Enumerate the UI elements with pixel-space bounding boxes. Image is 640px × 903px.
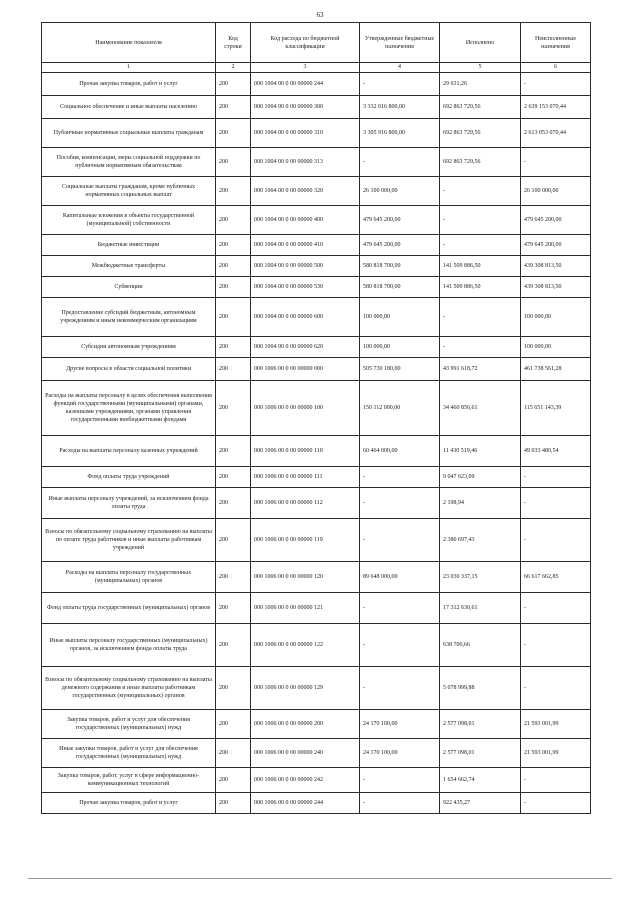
table-row [42, 358, 591, 381]
row-approved: - [360, 148, 440, 177]
row-approved: - [360, 593, 440, 624]
column-number: 4 [360, 63, 440, 73]
row-kbk: 000 1006 00 0 00 00000 200 [251, 710, 360, 739]
row-code: 200 [216, 119, 251, 148]
row-name: Пособия, компенсации, меры социальной поддержки по публичным нормативным обязательствам [42, 148, 216, 177]
row-executed: 5 078 999,88 [440, 667, 521, 710]
row-unexecuted: 461 738 561,28 [521, 358, 591, 381]
table-row [42, 768, 591, 793]
row-name: Иные выплаты персоналу учреждений, за исключением фонда оплаты труда [42, 488, 216, 519]
row-approved: 150 112 000,00 [360, 381, 440, 436]
column-number: 3 [251, 63, 360, 73]
row-kbk: 000 1006 00 0 00 00000 112 [251, 488, 360, 519]
row-approved: - [360, 667, 440, 710]
bottom-rule [28, 878, 612, 879]
row-kbk: 000 1004 00 0 00 00000 400 [251, 206, 360, 235]
table-row [42, 562, 591, 593]
row-executed: 141 509 886,50 [440, 256, 521, 277]
row-unexecuted: 26 100 000,00 [521, 177, 591, 206]
row-executed: 2 198,94 [440, 488, 521, 519]
row-name: Закупка товаров, работ и услуг для обеспечения государственных (муниципальных) нужд [42, 710, 216, 739]
row-unexecuted: 21 593 001,99 [521, 739, 591, 768]
row-code: 200 [216, 768, 251, 793]
row-kbk: 000 1004 00 0 00 00000 320 [251, 177, 360, 206]
row-executed: 29 631,26 [440, 73, 521, 96]
row-approved: 580 818 700,00 [360, 277, 440, 298]
row-approved: 3 305 916 800,00 [360, 119, 440, 148]
table-row [42, 298, 591, 337]
row-executed: - [440, 337, 521, 358]
row-kbk: 000 1006 00 0 00 00000 122 [251, 624, 360, 667]
row-name: Социальное обеспечение и иные выплаты населению [42, 96, 216, 119]
row-executed: 922 435,27 [440, 793, 521, 814]
row-approved: 26 100 000,00 [360, 177, 440, 206]
row-kbk: 000 1004 00 0 00 00000 244 [251, 73, 360, 96]
row-kbk: 000 1006 00 0 00 00000 119 [251, 519, 360, 562]
row-unexecuted: 100 000,00 [521, 337, 591, 358]
row-code: 200 [216, 256, 251, 277]
row-unexecuted: 2 613 053 070,44 [521, 119, 591, 148]
row-approved: 60 464 000,00 [360, 436, 440, 467]
table-row [42, 667, 591, 710]
row-approved: 100 000,00 [360, 337, 440, 358]
row-executed: 2 380 697,43 [440, 519, 521, 562]
row-approved: - [360, 488, 440, 519]
row-kbk: 000 1006 00 0 00 00000 129 [251, 667, 360, 710]
table-row [42, 381, 591, 436]
table-row [42, 235, 591, 256]
table-body [42, 63, 591, 814]
row-name: Взносы по обязательному социальному страхованию на выплаты денежного содержания и иные выплаты работникам государственных (муниципальных) органов [42, 667, 216, 710]
row-unexecuted: - [521, 148, 591, 177]
row-unexecuted: 100 000,00 [521, 298, 591, 337]
row-approved: 24 170 100,00 [360, 739, 440, 768]
row-name: Иные выплаты персоналу государственных (муниципальных) органов, за исключением фонда оплаты труда [42, 624, 216, 667]
header-kbk: Код расхода по бюджетной классификации [251, 23, 360, 63]
row-executed: 17 312 630,61 [440, 593, 521, 624]
row-code: 200 [216, 467, 251, 488]
row-kbk: 000 1004 00 0 00 00000 530 [251, 277, 360, 298]
row-name: Иные закупки товаров, работ и услуг для обеспечения государственных (муниципальных) нужд [42, 739, 216, 768]
row-name: Фонд оплаты труда государственных (муниципальных) органов [42, 593, 216, 624]
row-approved: - [360, 467, 440, 488]
row-executed: 2 577 098,01 [440, 710, 521, 739]
row-kbk: 000 1004 00 0 00 00000 310 [251, 119, 360, 148]
column-number: 6 [521, 63, 591, 73]
row-unexecuted: 479 645 200,00 [521, 235, 591, 256]
header-name: Наименование показателя [42, 23, 216, 63]
row-unexecuted: 479 645 200,00 [521, 206, 591, 235]
row-approved: - [360, 73, 440, 96]
row-code: 200 [216, 235, 251, 256]
row-code: 200 [216, 298, 251, 337]
column-number: 5 [440, 63, 521, 73]
row-executed: 43 991 618,72 [440, 358, 521, 381]
row-code: 200 [216, 793, 251, 814]
row-executed: 692 863 729,56 [440, 148, 521, 177]
table-row [42, 119, 591, 148]
header-unexecuted: Неисполненные назначения [521, 23, 591, 63]
row-approved: - [360, 793, 440, 814]
row-kbk: 000 1006 00 0 00 00000 100 [251, 381, 360, 436]
table-row [42, 436, 591, 467]
row-code: 200 [216, 277, 251, 298]
table-header-row [42, 23, 591, 63]
row-kbk: 000 1004 00 0 00 00000 620 [251, 337, 360, 358]
row-unexecuted: - [521, 519, 591, 562]
row-executed: - [440, 177, 521, 206]
row-approved: 100 000,00 [360, 298, 440, 337]
row-approved: 3 332 016 800,00 [360, 96, 440, 119]
row-name: Расходы на выплаты персоналу в целях обеспечения выполнения функций государственными (муниципальными) органами, казенными учреждениями, органами управления государственными внебюджетными фондами [42, 381, 216, 436]
row-approved: - [360, 519, 440, 562]
table-row [42, 593, 591, 624]
row-executed: 9 047 623,09 [440, 467, 521, 488]
row-unexecuted: 21 593 001,99 [521, 710, 591, 739]
row-approved: 24 170 100,00 [360, 710, 440, 739]
row-name: Прочая закупка товаров, работ и услуг [42, 793, 216, 814]
row-executed: - [440, 298, 521, 337]
row-executed: 141 509 886,50 [440, 277, 521, 298]
table-row [42, 519, 591, 562]
row-executed: 1 654 662,74 [440, 768, 521, 793]
budget-execution-table [41, 22, 591, 814]
row-code: 200 [216, 206, 251, 235]
row-approved: 89 648 000,00 [360, 562, 440, 593]
row-executed: 2 577 098,01 [440, 739, 521, 768]
page-number: 63 [316, 11, 324, 19]
row-unexecuted: 2 639 153 070,44 [521, 96, 591, 119]
table-row [42, 73, 591, 96]
row-name: Капитальные вложения в объекты государственной (муниципальной) собственности [42, 206, 216, 235]
row-unexecuted: - [521, 488, 591, 519]
row-name: Публичные нормативные социальные выплаты гражданам [42, 119, 216, 148]
row-kbk: 000 1006 00 0 00 00000 120 [251, 562, 360, 593]
row-unexecuted: - [521, 768, 591, 793]
table-row [42, 256, 591, 277]
row-name: Межбюджетные трансферты [42, 256, 216, 277]
row-name: Предоставление субсидий бюджетным, автономным учреждениям и иным некоммерческим организациям [42, 298, 216, 337]
row-code: 200 [216, 710, 251, 739]
row-executed: 34 460 856,61 [440, 381, 521, 436]
row-unexecuted: 115 651 143,39 [521, 381, 591, 436]
row-unexecuted: 439 308 813,50 [521, 277, 591, 298]
row-kbk: 000 1006 00 0 00 00000 121 [251, 593, 360, 624]
row-unexecuted: - [521, 624, 591, 667]
column-number-row [42, 63, 591, 73]
row-unexecuted: 66 617 662,85 [521, 562, 591, 593]
row-code: 200 [216, 519, 251, 562]
row-kbk: 000 1006 00 0 00 00000 240 [251, 739, 360, 768]
row-approved: 479 645 200,00 [360, 206, 440, 235]
row-name: Бюджетные инвестиции [42, 235, 216, 256]
row-executed: 11 430 519,46 [440, 436, 521, 467]
row-unexecuted: - [521, 467, 591, 488]
row-code: 200 [216, 667, 251, 710]
row-name: Расходы на выплаты персоналу государственных (муниципальных) органов [42, 562, 216, 593]
row-executed: 692 863 729,56 [440, 96, 521, 119]
row-kbk: 000 1004 00 0 00 00000 313 [251, 148, 360, 177]
table-row [42, 793, 591, 814]
row-code: 200 [216, 73, 251, 96]
row-code: 200 [216, 739, 251, 768]
row-code: 200 [216, 337, 251, 358]
row-kbk: 000 1006 00 0 00 00000 110 [251, 436, 360, 467]
table-row [42, 467, 591, 488]
column-number: 1 [42, 63, 216, 73]
table-row [42, 96, 591, 119]
row-name: Закупка товаров, работ, услуг в сфере информационно-коммуникационных технологий [42, 768, 216, 793]
row-executed: 692 863 729,56 [440, 119, 521, 148]
row-approved: - [360, 624, 440, 667]
row-name: Прочая закупка товаров, работ и услуг [42, 73, 216, 96]
row-name: Взносы по обязательному социальному страхованию на выплаты по оплате труда работников и иные выплаты работникам учреждений [42, 519, 216, 562]
table-row [42, 624, 591, 667]
table-row [42, 710, 591, 739]
row-kbk: 000 1006 00 0 00 00000 111 [251, 467, 360, 488]
row-name: Расходы на выплаты персоналу казенных учреждений [42, 436, 216, 467]
row-executed: - [440, 235, 521, 256]
table-row [42, 277, 591, 298]
row-code: 200 [216, 593, 251, 624]
row-name: Субвенции [42, 277, 216, 298]
row-code: 200 [216, 358, 251, 381]
table-row [42, 739, 591, 768]
row-code: 200 [216, 96, 251, 119]
row-executed: - [440, 206, 521, 235]
row-code: 200 [216, 381, 251, 436]
row-kbk: 000 1004 00 0 00 00000 600 [251, 298, 360, 337]
header-code: Код строки [216, 23, 251, 63]
row-approved: 580 818 700,00 [360, 256, 440, 277]
row-unexecuted: - [521, 73, 591, 96]
row-kbk: 000 1004 00 0 00 00000 410 [251, 235, 360, 256]
row-kbk: 000 1006 00 0 00 00000 242 [251, 768, 360, 793]
row-executed: 23 030 337,15 [440, 562, 521, 593]
table-row [42, 488, 591, 519]
table-row [42, 206, 591, 235]
row-unexecuted: - [521, 593, 591, 624]
row-code: 200 [216, 436, 251, 467]
header-approved: Утвержденные бюджетные назначения [360, 23, 440, 63]
row-unexecuted: 49 033 480,54 [521, 436, 591, 467]
row-code: 200 [216, 562, 251, 593]
row-kbk: 000 1006 00 0 00 00000 244 [251, 793, 360, 814]
row-code: 200 [216, 488, 251, 519]
row-code: 200 [216, 624, 251, 667]
row-unexecuted: 439 308 813,50 [521, 256, 591, 277]
row-kbk: 000 1004 00 0 00 00000 500 [251, 256, 360, 277]
row-kbk: 000 1006 00 0 00 00000 000 [251, 358, 360, 381]
table-row [42, 337, 591, 358]
row-executed: 638 706,66 [440, 624, 521, 667]
row-name: Социальные выплаты гражданам, кроме публичных нормативных социальных выплат [42, 177, 216, 206]
row-name: Фонд оплаты труда учреждений [42, 467, 216, 488]
row-code: 200 [216, 177, 251, 206]
row-approved: - [360, 768, 440, 793]
row-name: Субсидии автономным учреждениям [42, 337, 216, 358]
table-row [42, 177, 591, 206]
row-kbk: 000 1004 00 0 00 00000 300 [251, 96, 360, 119]
row-unexecuted: - [521, 793, 591, 814]
row-code: 200 [216, 148, 251, 177]
header-executed: Исполнено [440, 23, 521, 63]
column-number: 2 [216, 63, 251, 73]
row-approved: 479 645 200,00 [360, 235, 440, 256]
row-approved: 505 730 180,00 [360, 358, 440, 381]
row-name: Другие вопросы в области социальной политики [42, 358, 216, 381]
row-unexecuted: - [521, 667, 591, 710]
table-row [42, 148, 591, 177]
